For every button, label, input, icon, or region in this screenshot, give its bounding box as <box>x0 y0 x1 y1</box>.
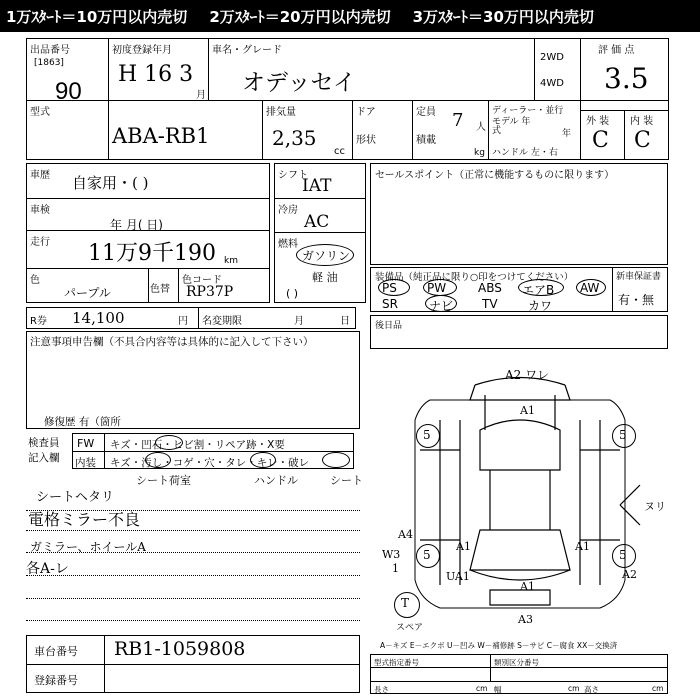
mileage-unit: km <box>224 256 238 266</box>
shift-label: シフト <box>278 170 308 181</box>
banner-item-3: 3万ｽﾀｰﾄ＝30万円以内売切 <box>412 7 594 26</box>
class-label: 類別区分番号 <box>494 658 539 667</box>
int-value: C <box>634 128 651 153</box>
car-damage-diagram <box>370 360 668 630</box>
mark-paint: ヌリ <box>644 500 666 513</box>
note-line-3: ガミラー、ホイールA <box>30 540 146 554</box>
inspect-label: 車検 <box>30 205 50 216</box>
mark-ua1: UA1 <box>446 570 470 583</box>
mileage-value: 11万9千190 <box>88 241 216 266</box>
lot-sub: [1863] <box>34 58 64 68</box>
recycle-unit: 円 <box>178 316 188 327</box>
recycle-label: R券 <box>30 316 47 327</box>
disp-label: 排気量 <box>266 107 296 118</box>
new-guarantee-label: 新車保証書 <box>616 272 662 282</box>
shape-label: 形状 <box>356 135 376 146</box>
ext-label: 外 装 <box>586 116 610 127</box>
name-label: 車名・グレード <box>212 45 282 56</box>
sales-label: セールスポイント（正常に機能するものに限ります） <box>375 170 615 181</box>
rear-item-label: 後日品 <box>375 321 403 331</box>
ext-value: C <box>592 128 609 153</box>
banner-item-1: 1万ｽﾀｰﾄ＝10万円以内売切 <box>6 7 188 26</box>
note-line-1: シートヘタリ <box>36 490 115 505</box>
year-unit: 年 <box>562 129 572 139</box>
registration-label: 登録番号 <box>34 674 78 687</box>
dealer-label: ディーラー・並行 <box>492 106 564 116</box>
inspect-note-2: ハンドル <box>254 474 298 487</box>
seat-value: 7 <box>452 110 464 131</box>
inspect-note-1: シート荷室 <box>136 474 191 487</box>
color-code-label: 色コード <box>182 275 222 286</box>
handle-label: ハンドル 左・右 <box>492 148 558 158</box>
drive-4wd: 4WD <box>540 78 564 89</box>
score-value: 3.5 <box>604 62 649 95</box>
disp-value: 2,35 <box>272 126 317 150</box>
equip-leather: カワ <box>528 299 553 313</box>
reg-value: H 16 3 <box>118 62 194 87</box>
width-label: 幅 <box>494 685 502 694</box>
banner-item-2: 2万ｽﾀｰﾄ＝20万円以内売切 <box>209 7 391 26</box>
equip-pw: PW <box>427 281 447 295</box>
width-unit: cm <box>568 684 580 693</box>
model-year-label: モデル 年式 <box>492 117 531 136</box>
model-spec-label: 型式指定番号 <box>374 658 419 667</box>
equip-tv: TV <box>482 297 498 311</box>
meigi-label: 名変期限 <box>202 316 242 327</box>
meigi-day: 日 <box>340 316 350 327</box>
chassis-label: 車台番号 <box>34 645 78 658</box>
fw-label: FW <box>77 437 95 450</box>
rear-item-box <box>370 315 668 349</box>
new-guarantee-value: 有・無 <box>618 293 655 307</box>
mark-5-fr: 5 <box>619 428 627 442</box>
mark-t: T <box>401 596 410 610</box>
circle-airbag <box>518 279 564 296</box>
mark-a1-hood: A1 <box>520 404 535 417</box>
history-value: 自家用・( ) <box>72 174 149 192</box>
inspect-value: 年 月( 日) <box>110 218 163 232</box>
height-unit: cm <box>652 684 664 693</box>
ac-label: 冷房 <box>278 205 298 216</box>
mark-a2-crack: A2 ワレ <box>505 368 550 382</box>
auction-banner <box>0 0 700 32</box>
shift-value: IAT <box>302 176 332 196</box>
mark-a2-rear: A2 <box>622 568 637 581</box>
mark-a4: A4 <box>398 528 413 541</box>
equip-ps: PS <box>382 281 397 295</box>
int-inspect-label: 内装 <box>75 457 96 469</box>
chassis-value: RB1-1059808 <box>114 638 246 660</box>
length-unit: cm <box>476 684 488 693</box>
ac-value: AC <box>304 212 330 232</box>
mileage-label: 走行 <box>30 237 50 248</box>
weight-unit: kg <box>474 148 485 158</box>
equip-navi: ナビ <box>429 299 454 313</box>
int-label: 内 装 <box>630 116 654 127</box>
color-label: 色 <box>30 275 40 286</box>
mark-5-rr: 5 <box>619 548 627 562</box>
equip-airbag: エアB <box>522 283 555 297</box>
seat-unit: 人 <box>476 122 486 133</box>
height-label: 高さ <box>584 685 599 694</box>
mark-1: 1 <box>392 562 399 575</box>
lot-label: 出品番号 <box>30 45 70 56</box>
fuel-value-1: ガソリン <box>302 249 351 263</box>
mark-5-rl: 5 <box>423 548 431 562</box>
length-label: 長さ <box>374 685 389 694</box>
note-line-4: 各A-レ <box>26 561 69 577</box>
weight-label: 積載 <box>416 135 436 146</box>
equip-sr: SR <box>382 297 398 311</box>
circle-aw <box>576 279 606 296</box>
disp-unit: cc <box>334 146 345 157</box>
circle-dent <box>155 435 183 450</box>
mark-w3: W3 <box>382 548 401 561</box>
circle-dirt <box>145 452 171 468</box>
recycle-value: 14,100 <box>72 309 125 327</box>
meigi-month: 月 <box>294 316 304 327</box>
inspect-note-3: シート <box>330 474 363 487</box>
seat-label: 定員 <box>416 107 436 118</box>
mark-a1-right: A1 <box>575 540 590 553</box>
circle-tear <box>322 452 350 468</box>
name-value: オデッセイ <box>242 70 356 96</box>
history-label: 車歴 <box>30 170 50 181</box>
color-value: パープル <box>64 286 111 300</box>
fuel-value-2: 軽 油 <box>312 271 338 284</box>
circle-navi <box>425 295 457 312</box>
int-items: キズ・汚し・コゲ・穴・タレ・キレ・破レ <box>110 457 310 469</box>
mark-a1-rear: A1 <box>520 580 535 593</box>
color-code-value: RP37P <box>186 284 234 300</box>
model-value: ABA-RB1 <box>112 124 210 148</box>
reg-suffix: 月 <box>196 90 206 101</box>
score-label: 評 価 点 <box>598 45 635 56</box>
mark-a3: A3 <box>518 613 533 626</box>
note-line-2: 電格ミラー不良 <box>28 510 141 529</box>
repair-history: 修復歴 有（箇所 <box>44 416 121 428</box>
circle-pw <box>423 279 457 296</box>
drive-2wd: 2WD <box>540 52 564 63</box>
door-label: ドア <box>356 107 376 118</box>
fuel-label: 燃料 <box>278 239 298 250</box>
spare-label: スペア <box>396 623 424 633</box>
reg-label: 初度登録年月 <box>112 45 172 56</box>
equip-label: 装備品（純正品に限り○印をつけてください） <box>375 272 574 283</box>
fw-items: キズ・凹石・ヒビ割・リペア跡・X要 <box>110 439 285 451</box>
inspector-label: 検査員 記入欄 <box>28 437 60 464</box>
equip-aw: AW <box>580 281 600 295</box>
mark-a1-left: A1 <box>456 540 471 553</box>
damage-legend: A－キズ E－エクボ U－凹み W－補修跡 S－サビ C－腐食 XX－交換済 <box>380 641 618 650</box>
lot-number: 90 <box>55 78 82 105</box>
equip-abs: ABS <box>478 281 502 295</box>
circle-sag <box>250 452 276 468</box>
color-diff-label: 色替 <box>150 284 170 295</box>
model-label: 型式 <box>30 107 50 118</box>
notes-label: 注意事項申告欄（不具合内容等は具体的に記入して下さい） <box>30 336 314 348</box>
mark-5-fl: 5 <box>423 428 431 442</box>
fuel-paren: ( ) <box>286 287 299 300</box>
circle-ps <box>378 279 410 296</box>
